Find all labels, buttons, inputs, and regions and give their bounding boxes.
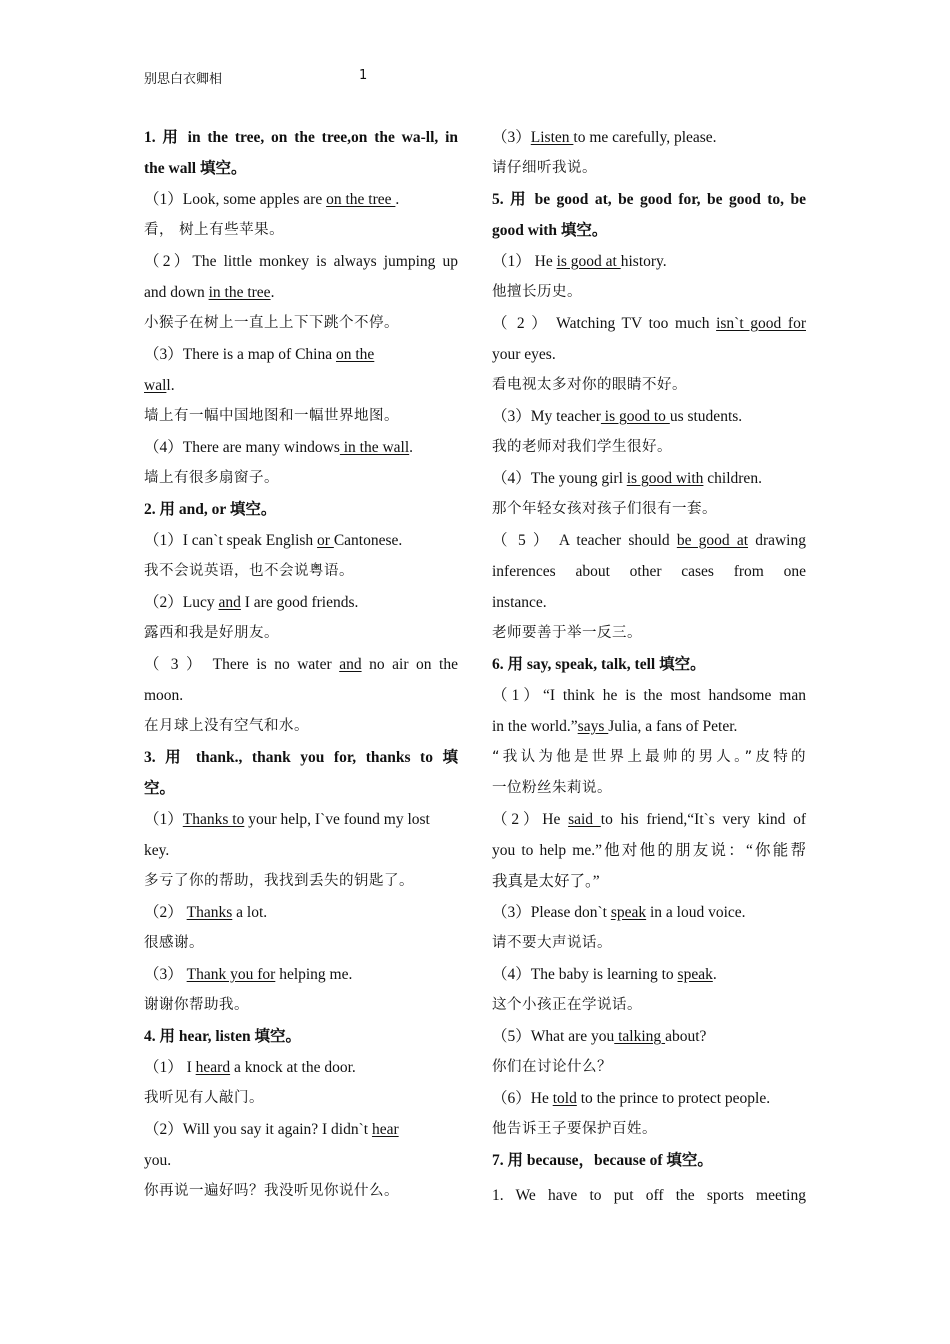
left-column: [144, 122, 458, 1207]
section-title: 1. 用 in the tree, on the tree,on the wa-ll, in: [144, 129, 458, 146]
exercise-line: wall.: [144, 377, 175, 394]
translation: 你再说一遍好吗？我没听见你说什么。: [144, 1183, 399, 1199]
translation: 我听见有人敲门。: [144, 1090, 264, 1106]
exercise-line: （2）Lucy and I are good friends.: [144, 594, 359, 611]
answer-blank: hear: [371, 1121, 399, 1138]
exercise-line: （4）There are many windows in the wall.: [144, 439, 414, 456]
exercise-line: （ 5 ） A teacher should be good at drawing: [492, 532, 806, 549]
exercise-line: key.: [144, 842, 170, 859]
answer-blank: in the wall: [339, 439, 410, 456]
section-title: the wall 填空。: [144, 160, 247, 177]
exercise-line: （2）He said to his friend,“It`s very kind of: [492, 811, 806, 828]
answer-blank: heard: [195, 1059, 231, 1076]
exercise-line: （1）“I think he is the most handsome man: [492, 687, 806, 704]
exercise-line: in the world.”says Julia, a fans of Peter.: [492, 718, 738, 735]
translation: 多亏了你的帮助，我找到丢失的钥匙了。: [144, 873, 414, 889]
answer-blank: said: [568, 811, 601, 828]
exercise-line: （6）He told to the prince to protect people.: [492, 1090, 771, 1107]
exercise-line: and down in the tree.: [144, 284, 275, 301]
section-title: good with 填空。: [492, 222, 608, 239]
section-title: 空。: [144, 780, 176, 797]
section-title: 6. 用 say, speak, talk, tell 填空。: [492, 656, 706, 673]
exercise-line: （3）There is a map of China on the: [144, 346, 375, 363]
answer-blank: Thanks to: [182, 811, 245, 828]
exercise-line: （5）What are you talking about?: [492, 1028, 707, 1045]
answer-blank: be good at: [676, 532, 749, 549]
translation: 露西和我是好朋友。: [144, 625, 279, 641]
exercise-line: （2） Thanks a lot.: [144, 904, 268, 921]
translation: 老师要善于举一反三。: [492, 625, 642, 641]
translation: 请不要大声说话。: [492, 935, 612, 951]
translation: 他擅长历史。: [492, 284, 582, 300]
answer-blank: is good with: [626, 470, 704, 487]
exercise-line: （ 2 ） Watching TV too much isn`t good for: [492, 315, 806, 332]
exercise-line: （1）I can`t speak English or Cantonese.: [144, 532, 403, 549]
answer-blank: wal: [144, 377, 167, 394]
exercise-line: （3） Thank you for helping me.: [144, 966, 353, 983]
translation: 你们在讨论什么？: [492, 1059, 612, 1075]
exercise-line: your eyes.: [492, 346, 556, 363]
answer-blank: Listen: [530, 129, 574, 146]
exercise-line: （1） He is good at history.: [492, 253, 667, 270]
section-title: 7. 用 because，because of 填空。: [492, 1152, 713, 1169]
translation: 在月球上没有空气和水。: [144, 718, 309, 734]
exercise-line: （1） I heard a knock at the door.: [144, 1059, 356, 1076]
section-title: 2. 用 and, or 填空。: [144, 501, 277, 518]
translation: 看， 树上有些苹果。: [144, 222, 285, 238]
answer-blank: is good at: [556, 253, 621, 270]
exercise-line: you.: [144, 1152, 172, 1169]
answer-blank: Thank you for: [186, 966, 276, 983]
translation: 谢谢你帮助我。: [144, 997, 249, 1013]
translation: 我的老师对我们学生很好。: [492, 439, 672, 455]
exercise-line: （1）Look, some apples are on the tree .: [144, 191, 400, 208]
answer-blank: speak: [610, 904, 647, 921]
translation: 我不会说英语，也不会说粤语。: [144, 563, 354, 579]
translation: 那个年轻女孩对孩子们很有一套。: [492, 501, 717, 517]
translation: 很感谢。: [144, 935, 204, 951]
translation: 他告诉王子要保护百姓。: [492, 1121, 657, 1137]
answer-blank: says: [577, 718, 609, 735]
answer-blank: isn`t good for: [716, 315, 806, 332]
exercise-line: （2）The little monkey is always jumping up: [144, 253, 458, 270]
right-column: [492, 122, 806, 1211]
section-title: 3. 用 thank., thank you for, thanks to 填: [144, 749, 458, 766]
answer-blank: or: [317, 532, 334, 549]
exercise-line: moon.: [144, 687, 184, 704]
section-title: 4. 用 hear, listen 填空。: [144, 1028, 302, 1045]
answer-blank: on the: [335, 346, 375, 363]
translation: 墙上有一幅中国地图和一幅世界地图。: [144, 408, 399, 424]
page-header: 别思白衣卿相: [144, 72, 223, 87]
exercise-line: 1. We have to put off the sports meeting: [492, 1187, 806, 1204]
translation: 墙上有很多扇窗子。: [144, 470, 279, 486]
exercise-line: （3）My teacher is good to us students.: [492, 408, 743, 425]
exercise-line: inferences about other cases from one: [492, 563, 806, 580]
exercise-line: （3）Listen to me carefully, please.: [492, 129, 717, 146]
section-title: 5. 用 be good at, be good for, be good to, be: [492, 191, 806, 208]
translation: 看电视太多对你的眼睛不好。: [492, 377, 687, 393]
exercise-line: （4）The young girl is good with children.: [492, 470, 762, 487]
translation: 一位粉丝朱莉说。: [492, 780, 612, 796]
answer-blank: told: [552, 1090, 577, 1107]
answer-blank: and: [218, 594, 241, 611]
translation: 请仔细听我说。: [492, 160, 597, 176]
exercise-line: （2）Will you say it again? I didn`t hear: [144, 1121, 399, 1138]
page-number: 1: [359, 68, 368, 83]
exercise-line: （1）Thanks to your help, I`ve found my lost: [144, 811, 430, 828]
answer-blank: is good to: [600, 408, 670, 425]
exercise-line: （3）Please don`t speak in a loud voice.: [492, 904, 746, 921]
exercise-line: instance.: [492, 594, 547, 611]
answer-blank: and: [339, 656, 362, 673]
exercise-line: 我真是太好了。”: [492, 873, 600, 890]
exercise-line: you to help me.”他对他的朋友说：“你能帮: [492, 842, 806, 859]
exercise-line: （ 3 ） There is no water and no air on the: [144, 656, 458, 673]
answer-blank: in the tree: [208, 284, 271, 301]
answer-blank: on the tree: [326, 191, 396, 208]
answer-blank: Thanks: [186, 904, 233, 921]
translation: 这个小孩正在学说话。: [492, 997, 642, 1013]
translation: 小猴子在树上一直上上下下跳个不停。: [144, 315, 399, 331]
answer-blank: speak: [677, 966, 713, 983]
exercise-line: （4）The baby is learning to speak.: [492, 966, 717, 983]
answer-blank: talking: [614, 1028, 666, 1045]
translation: “我认为他是世界上最帅的男人。”皮特的: [492, 749, 806, 765]
